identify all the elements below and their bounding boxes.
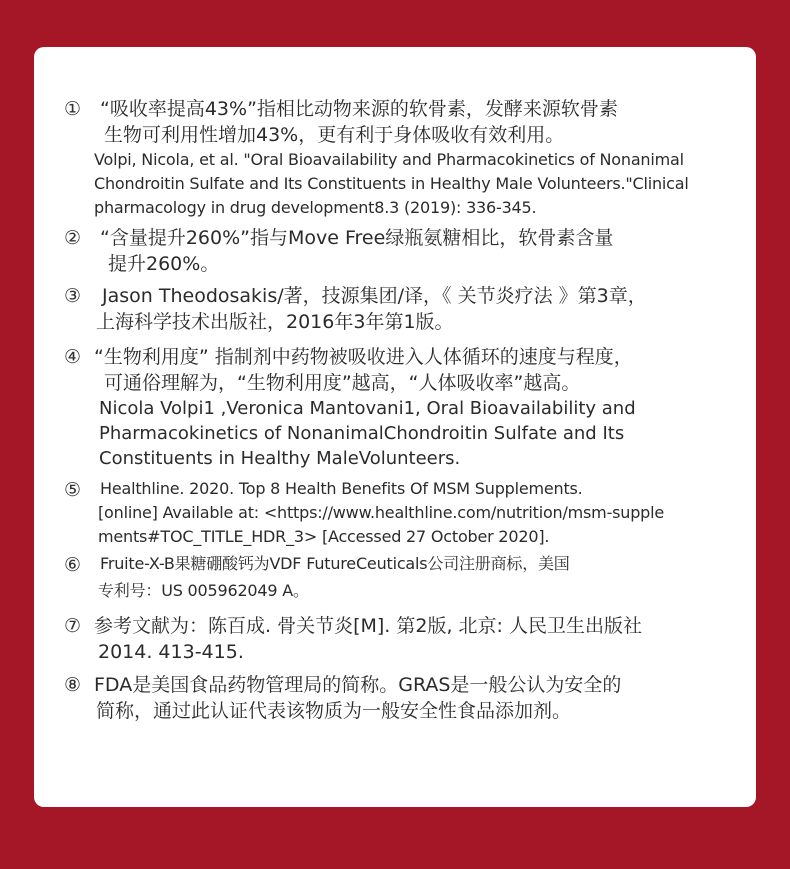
reference-line: Healthline. 2020. Top 8 Health Benefits Of MSM Supplements.: [100, 479, 583, 498]
reference-line: Pharmacokinetics of NonanimalChondroitin Sulfate and Its: [99, 423, 625, 444]
reference-number: ⑥: [64, 554, 82, 576]
reference-line: ments#TOC_TITLE_HDR_3> [Accessed 27 October 2020].: [98, 527, 550, 546]
reference-line: 提升260%。: [108, 253, 220, 275]
reference-line: “含量提升260%”指与Move Free绿瓶氨糖相比，软骨素含量: [100, 227, 614, 249]
reference-line: “吸收率提高43%”指相比动物来源的软骨素，发酵来源软骨素: [100, 98, 618, 120]
reference-line: FDA是美国食品药物管理局的简称。GRAS是一般公认为安全的: [94, 674, 622, 696]
reference-number: ⑤: [64, 479, 82, 501]
reference-line: Jason Theodosakis/著，技源集团/译，《 关节炎疗法 》第3章，: [102, 285, 647, 307]
reference-number: ⑦: [64, 615, 82, 637]
reference-line: 参考文献为：陈百成. 骨关节炎[M]. 第2版, 北京: 人民卫生出版社: [94, 615, 642, 637]
reference-line: 简称，通过此认证代表该物质为一般安全性食品添加剂。: [96, 700, 572, 722]
reference-number: ③: [64, 285, 82, 307]
reference-line: pharmacology in drug development8.3 (2019): 336-345.: [94, 198, 537, 217]
reference-line: 2014. 413-415.: [98, 641, 244, 663]
reference-number: ①: [64, 98, 82, 120]
reference-line: Volpi, Nicola, et al. "Oral Bioavailability and Pharmacokinetics of Nonanimal: [94, 150, 684, 169]
reference-number: ②: [64, 227, 82, 249]
reference-line: [online] Available at: <https://www.healthline.com/nutrition/msm-supple: [98, 503, 665, 522]
reference-line: 可通俗理解为，“生物利用度”越高，“人体吸收率”越高。: [104, 372, 581, 394]
reference-number: ④: [64, 346, 82, 368]
reference-line: Chondroitin Sulfate and Its Constituents in Healthy Male Volunteers."Clinical: [94, 174, 689, 193]
reference-number: ⑧: [64, 674, 82, 696]
reference-line: 专利号：US 005962049 A。: [98, 581, 309, 600]
reference-line: 上海科学技术出版社，2016年3年第1版。: [96, 311, 454, 333]
reference-line: Nicola Volpi1 ,Veronica Mantovani1, Oral Bioavailability and: [99, 398, 636, 419]
reference-line: Constituents in Healthy MaleVolunteers.: [99, 448, 461, 469]
reference-line: “生物利用度” 指制剂中药物被吸收进入人体循环的速度与程度，: [94, 346, 633, 368]
reference-line: 生物可利用性增加43%，更有利于身体吸收有效利用。: [104, 124, 565, 146]
reference-line: Fruite-X-B果糖硼酸钙为VDF FutureCeuticals公司注册商标，美国: [100, 554, 570, 573]
references-card: [34, 47, 756, 807]
